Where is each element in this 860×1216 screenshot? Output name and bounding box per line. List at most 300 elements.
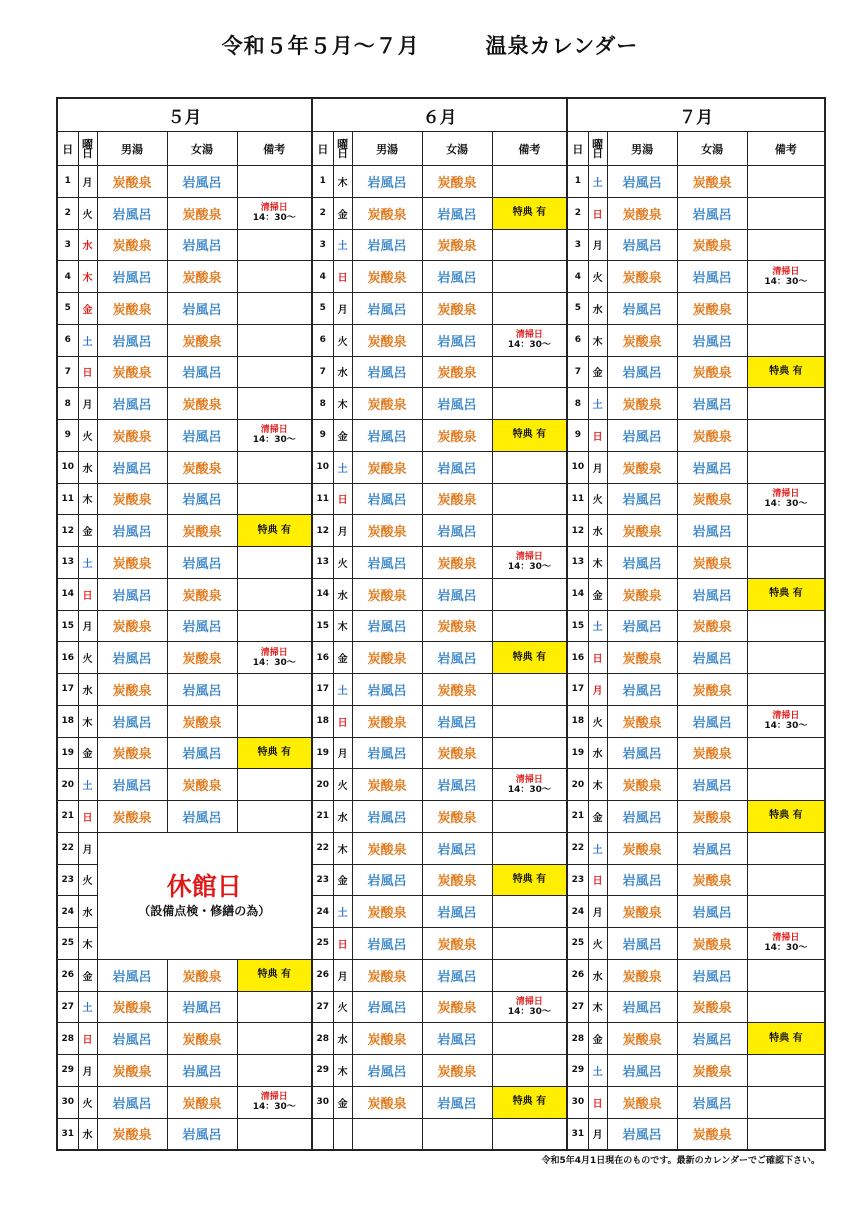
women-bath: 岩風呂 xyxy=(677,515,747,547)
day-number: 15 xyxy=(567,610,588,642)
women-bath: 炭酸泉 xyxy=(422,356,492,388)
notes-cell xyxy=(747,864,825,896)
table-row xyxy=(57,610,825,642)
women-bath: 炭酸泉 xyxy=(422,674,492,706)
day-number: 1 xyxy=(57,166,78,198)
weekday: 金 xyxy=(588,801,607,833)
men-bath: 炭酸泉 xyxy=(97,356,167,388)
women-bath: 岩風呂 xyxy=(167,293,237,325)
men-bath: 岩風呂 xyxy=(607,1118,677,1150)
special-offer-note: 特典 有 xyxy=(237,737,312,769)
day-number: 26 xyxy=(567,959,588,991)
cleaning-time: 14：30～ xyxy=(507,340,551,351)
men-bath: 岩風呂 xyxy=(607,547,677,579)
women-bath: 炭酸泉 xyxy=(677,356,747,388)
header-men: 男湯 xyxy=(607,132,677,166)
weekday: 水 xyxy=(588,737,607,769)
men-bath: 炭酸泉 xyxy=(607,578,677,610)
special-offer-note: 特典 有 xyxy=(747,1023,825,1055)
table-row xyxy=(57,1023,825,1055)
weekday: 火 xyxy=(78,420,97,452)
day-number: 9 xyxy=(567,420,588,452)
women-bath: 岩風呂 xyxy=(167,1118,237,1150)
day-number: 24 xyxy=(312,896,333,928)
day-number: 5 xyxy=(312,293,333,325)
special-offer-note: 特典 有 xyxy=(237,515,312,547)
weekday: 土 xyxy=(333,674,352,706)
weekday: 日 xyxy=(78,356,97,388)
women-bath: 岩風呂 xyxy=(422,769,492,801)
men-bath: 炭酸泉 xyxy=(607,832,677,864)
men-bath: 炭酸泉 xyxy=(352,769,422,801)
table-row xyxy=(57,515,825,547)
header-day: 日 xyxy=(312,132,333,166)
weekday: 金 xyxy=(588,356,607,388)
women-bath: 炭酸泉 xyxy=(167,642,237,674)
cleaning-day-note xyxy=(237,197,312,229)
men-bath: 岩風呂 xyxy=(352,356,422,388)
weekday: 月 xyxy=(78,1055,97,1087)
weekday: 木 xyxy=(588,769,607,801)
women-bath: 炭酸泉 xyxy=(422,420,492,452)
weekday: 火 xyxy=(333,324,352,356)
men-bath: 岩風呂 xyxy=(97,1023,167,1055)
notes-cell xyxy=(237,261,312,293)
weekday: 土 xyxy=(78,324,97,356)
notes-cell xyxy=(747,388,825,420)
men-bath: 炭酸泉 xyxy=(97,737,167,769)
notes-cell xyxy=(492,610,567,642)
women-bath: 炭酸泉 xyxy=(167,197,237,229)
men-bath: 炭酸泉 xyxy=(352,1023,422,1055)
month-header-row xyxy=(57,98,825,132)
women-bath: 岩風呂 xyxy=(422,261,492,293)
women-bath: 岩風呂 xyxy=(422,388,492,420)
men-bath: 岩風呂 xyxy=(97,1086,167,1118)
men-bath: 岩風呂 xyxy=(607,610,677,642)
men-bath: 岩風呂 xyxy=(352,928,422,960)
table-row xyxy=(57,737,825,769)
weekday: 火 xyxy=(78,197,97,229)
women-bath: 岩風呂 xyxy=(167,547,237,579)
men-bath: 炭酸泉 xyxy=(352,642,422,674)
women-bath: 炭酸泉 xyxy=(167,959,237,991)
cleaning-time: 14：30～ xyxy=(507,1006,551,1017)
women-bath: 炭酸泉 xyxy=(677,229,747,261)
notes-cell xyxy=(492,832,567,864)
cleaning-label: 清掃日 xyxy=(772,488,800,499)
women-bath: 岩風呂 xyxy=(677,1023,747,1055)
day-number: 14 xyxy=(57,578,78,610)
weekday: 土 xyxy=(78,991,97,1023)
notes-cell xyxy=(747,451,825,483)
header-weekday: 曜日 xyxy=(333,132,352,166)
notes-cell xyxy=(237,356,312,388)
notes-cell xyxy=(747,959,825,991)
notes-cell xyxy=(747,197,825,229)
men-bath: 岩風呂 xyxy=(607,1055,677,1087)
women-bath: 炭酸泉 xyxy=(677,864,747,896)
cleaning-label: 清掃日 xyxy=(515,330,543,341)
day-number: 9 xyxy=(312,420,333,452)
women-bath: 炭酸泉 xyxy=(422,801,492,833)
day-number: 3 xyxy=(567,229,588,261)
day-number: 25 xyxy=(312,928,333,960)
weekday: 金 xyxy=(588,578,607,610)
notes-cell xyxy=(237,229,312,261)
notes-cell xyxy=(237,578,312,610)
men-bath: 岩風呂 xyxy=(352,864,422,896)
notes-cell xyxy=(237,991,312,1023)
weekday: 木 xyxy=(78,483,97,515)
day-number: 6 xyxy=(567,324,588,356)
women-bath: 岩風呂 xyxy=(677,832,747,864)
day-number: 1 xyxy=(567,166,588,198)
men-bath: 炭酸泉 xyxy=(97,1118,167,1150)
men-bath: 炭酸泉 xyxy=(607,896,677,928)
weekday: 水 xyxy=(78,896,97,928)
men-bath: 炭酸泉 xyxy=(352,896,422,928)
men-bath: 炭酸泉 xyxy=(607,451,677,483)
men-bath: 炭酸泉 xyxy=(97,293,167,325)
cleaning-label: 清掃日 xyxy=(260,1092,288,1103)
women-bath: 岩風呂 xyxy=(167,166,237,198)
month-label-july: ７月 xyxy=(567,98,825,132)
men-bath: 岩風呂 xyxy=(607,166,677,198)
cleaning-day-note xyxy=(237,642,312,674)
month-label-june: ６月 xyxy=(312,98,567,132)
day-number: 2 xyxy=(312,197,333,229)
table-row xyxy=(57,769,825,801)
day-number: 8 xyxy=(312,388,333,420)
notes-cell xyxy=(492,801,567,833)
day-number: 10 xyxy=(57,451,78,483)
day-number: 24 xyxy=(57,896,78,928)
weekday: 木 xyxy=(588,991,607,1023)
weekday: 土 xyxy=(78,769,97,801)
men-bath: 岩風呂 xyxy=(97,642,167,674)
notes-cell xyxy=(492,388,567,420)
notes-cell xyxy=(747,896,825,928)
women-bath: 岩風呂 xyxy=(422,896,492,928)
day-number: 21 xyxy=(57,801,78,833)
women-bath: 炭酸泉 xyxy=(677,166,747,198)
day-number: 12 xyxy=(312,515,333,547)
women-bath: 岩風呂 xyxy=(167,229,237,261)
day-number: 14 xyxy=(567,578,588,610)
men-bath: 岩風呂 xyxy=(352,991,422,1023)
day-number: 20 xyxy=(57,769,78,801)
men-bath: 炭酸泉 xyxy=(352,388,422,420)
cleaning-label: 清掃日 xyxy=(515,774,543,785)
table-row xyxy=(57,261,825,293)
day-number: 28 xyxy=(312,1023,333,1055)
weekday: 月 xyxy=(588,451,607,483)
weekday: 月 xyxy=(333,737,352,769)
day-number: 20 xyxy=(567,769,588,801)
day-number: 7 xyxy=(57,356,78,388)
women-bath: 炭酸泉 xyxy=(167,261,237,293)
table-row xyxy=(57,166,825,198)
women-bath: 炭酸泉 xyxy=(677,801,747,833)
special-offer-note: 特典 有 xyxy=(747,801,825,833)
weekday: 土 xyxy=(333,896,352,928)
day-number: 22 xyxy=(567,832,588,864)
notes-cell xyxy=(747,293,825,325)
men-bath: 岩風呂 xyxy=(607,864,677,896)
men-bath: 岩風呂 xyxy=(352,166,422,198)
women-bath: 炭酸泉 xyxy=(422,1055,492,1087)
cleaning-day-note xyxy=(492,769,567,801)
women-bath: 岩風呂 xyxy=(677,451,747,483)
day-number: 22 xyxy=(312,832,333,864)
day-number: 23 xyxy=(312,864,333,896)
cleaning-time: 14：30～ xyxy=(507,562,551,573)
notes-cell xyxy=(747,737,825,769)
men-bath: 岩風呂 xyxy=(352,547,422,579)
cleaning-time: 14：30～ xyxy=(764,276,808,287)
women-bath: 炭酸泉 xyxy=(167,578,237,610)
weekday: 日 xyxy=(588,1086,607,1118)
weekday: 木 xyxy=(78,928,97,960)
day-number: 17 xyxy=(567,674,588,706)
day-number: 27 xyxy=(57,991,78,1023)
men-bath: 炭酸泉 xyxy=(97,991,167,1023)
cleaning-day-note xyxy=(747,705,825,737)
weekday: 月 xyxy=(78,610,97,642)
day-number: 2 xyxy=(567,197,588,229)
weekday: 土 xyxy=(333,451,352,483)
weekday: 水 xyxy=(588,959,607,991)
day-number: 22 xyxy=(57,832,78,864)
weekday: 月 xyxy=(588,896,607,928)
table-row xyxy=(57,674,825,706)
notes-cell xyxy=(492,229,567,261)
table-row xyxy=(57,1118,825,1150)
men-bath: 岩風呂 xyxy=(352,674,422,706)
men-bath: 岩風呂 xyxy=(607,928,677,960)
day-number: 28 xyxy=(57,1023,78,1055)
women-bath: 炭酸泉 xyxy=(677,420,747,452)
notes-cell xyxy=(747,832,825,864)
women-bath: 岩風呂 xyxy=(677,197,747,229)
weekday: 月 xyxy=(78,388,97,420)
header-weekday: 曜日 xyxy=(78,132,97,166)
men-bath: 岩風呂 xyxy=(352,293,422,325)
notes-cell xyxy=(492,705,567,737)
men-bath: 岩風呂 xyxy=(607,674,677,706)
day-number: 27 xyxy=(567,991,588,1023)
day-number: 23 xyxy=(57,864,78,896)
cleaning-day-note xyxy=(747,483,825,515)
weekday: 水 xyxy=(78,1118,97,1150)
men-bath: 岩風呂 xyxy=(607,991,677,1023)
notes-cell xyxy=(237,547,312,579)
weekday: 日 xyxy=(78,801,97,833)
day-number: 28 xyxy=(567,1023,588,1055)
day-number: 25 xyxy=(567,928,588,960)
women-bath: 炭酸泉 xyxy=(677,928,747,960)
day-number: 29 xyxy=(312,1055,333,1087)
header-notes: 備考 xyxy=(747,132,825,166)
day-number: 13 xyxy=(567,547,588,579)
day-number: 21 xyxy=(312,801,333,833)
weekday: 金 xyxy=(333,197,352,229)
day-number: 8 xyxy=(57,388,78,420)
men-bath: 炭酸泉 xyxy=(97,610,167,642)
footer-note: 令和5年4月1日現在のものです。最新のカレンダーでご確認下さい。 xyxy=(541,1156,820,1166)
day-number: 30 xyxy=(567,1086,588,1118)
cleaning-day-note xyxy=(492,547,567,579)
weekday: 水 xyxy=(78,451,97,483)
weekday: 火 xyxy=(333,769,352,801)
cleaning-time: 14：30～ xyxy=(252,213,296,224)
calendar-body xyxy=(57,166,825,1150)
day-number: 5 xyxy=(57,293,78,325)
day-number: 30 xyxy=(312,1086,333,1118)
day-number: 17 xyxy=(312,674,333,706)
men-bath: 炭酸泉 xyxy=(97,483,167,515)
notes-cell xyxy=(747,991,825,1023)
day-number: 29 xyxy=(57,1055,78,1087)
weekday: 木 xyxy=(588,547,607,579)
day-number: 26 xyxy=(312,959,333,991)
day-number: 3 xyxy=(312,229,333,261)
notes-cell xyxy=(747,769,825,801)
day-number: 4 xyxy=(567,261,588,293)
day-number: 18 xyxy=(312,705,333,737)
notes-cell xyxy=(747,547,825,579)
day-number: 12 xyxy=(567,515,588,547)
women-bath: 炭酸泉 xyxy=(167,769,237,801)
notes-cell xyxy=(492,515,567,547)
men-bath: 炭酸泉 xyxy=(607,197,677,229)
weekday: 水 xyxy=(333,1023,352,1055)
day-number: 2 xyxy=(57,197,78,229)
cleaning-time: 14：30～ xyxy=(764,721,808,732)
day-number: 30 xyxy=(57,1086,78,1118)
women-bath: 岩風呂 xyxy=(422,959,492,991)
table-row xyxy=(57,801,825,833)
special-offer-note: 特典 有 xyxy=(747,356,825,388)
weekday: 土 xyxy=(588,166,607,198)
weekday: 火 xyxy=(78,642,97,674)
women-bath: 炭酸泉 xyxy=(422,547,492,579)
day-number xyxy=(312,1118,333,1150)
header-women: 女湯 xyxy=(677,132,747,166)
women-bath: 岩風呂 xyxy=(677,642,747,674)
women-bath: 炭酸泉 xyxy=(677,610,747,642)
cleaning-day-note xyxy=(747,928,825,960)
men-bath: 炭酸泉 xyxy=(352,197,422,229)
women-bath: 岩風呂 xyxy=(167,483,237,515)
men-bath: 岩風呂 xyxy=(97,451,167,483)
weekday: 金 xyxy=(333,1086,352,1118)
women-bath: 岩風呂 xyxy=(422,832,492,864)
weekday: 火 xyxy=(333,991,352,1023)
header-day: 日 xyxy=(567,132,588,166)
notes-cell xyxy=(492,451,567,483)
women-bath: 岩風呂 xyxy=(677,959,747,991)
day-number: 16 xyxy=(312,642,333,674)
day-number: 5 xyxy=(567,293,588,325)
weekday: 木 xyxy=(78,261,97,293)
women-bath: 炭酸泉 xyxy=(167,451,237,483)
day-number: 1 xyxy=(312,166,333,198)
weekday: 木 xyxy=(333,832,352,864)
header-weekday: 曜日 xyxy=(588,132,607,166)
women-bath: 岩風呂 xyxy=(422,515,492,547)
men-bath: 炭酸泉 xyxy=(607,642,677,674)
weekday: 日 xyxy=(588,420,607,452)
day-number: 10 xyxy=(312,451,333,483)
men-bath: 岩風呂 xyxy=(607,229,677,261)
men-bath: 炭酸泉 xyxy=(352,705,422,737)
notes-cell xyxy=(492,166,567,198)
men-bath: 炭酸泉 xyxy=(607,705,677,737)
table-row xyxy=(57,705,825,737)
men-bath: 岩風呂 xyxy=(97,578,167,610)
cleaning-day-note xyxy=(492,991,567,1023)
weekday: 金 xyxy=(78,737,97,769)
weekday: 水 xyxy=(588,293,607,325)
notes-cell xyxy=(747,610,825,642)
cleaning-time: 14：30～ xyxy=(252,1102,296,1113)
day-number: 15 xyxy=(312,610,333,642)
women-bath: 岩風呂 xyxy=(422,705,492,737)
weekday: 水 xyxy=(78,674,97,706)
table-row xyxy=(57,547,825,579)
women-bath: 炭酸泉 xyxy=(422,737,492,769)
women-bath: 炭酸泉 xyxy=(422,166,492,198)
table-row xyxy=(57,991,825,1023)
header-notes: 備考 xyxy=(237,132,312,166)
day-number: 12 xyxy=(57,515,78,547)
table-row xyxy=(57,483,825,515)
notes-cell xyxy=(747,324,825,356)
table-row xyxy=(57,959,825,991)
closure-notice xyxy=(97,832,312,959)
men-bath: 岩風呂 xyxy=(97,197,167,229)
weekday: 土 xyxy=(588,832,607,864)
men-bath: 炭酸泉 xyxy=(97,547,167,579)
table-row xyxy=(57,293,825,325)
men-bath: 炭酸泉 xyxy=(97,420,167,452)
men-bath: 岩風呂 xyxy=(352,420,422,452)
notes-cell xyxy=(492,928,567,960)
day-number: 11 xyxy=(312,483,333,515)
women-bath: 岩風呂 xyxy=(422,1023,492,1055)
day-number: 25 xyxy=(57,928,78,960)
men-bath: 岩風呂 xyxy=(97,515,167,547)
women-bath: 炭酸泉 xyxy=(677,737,747,769)
special-offer-note: 特典 有 xyxy=(747,578,825,610)
women-bath: 炭酸泉 xyxy=(677,674,747,706)
weekday: 水 xyxy=(333,801,352,833)
table-row xyxy=(57,642,825,674)
women-bath: 岩風呂 xyxy=(677,324,747,356)
weekday: 月 xyxy=(333,959,352,991)
women-bath: 炭酸泉 xyxy=(677,1055,747,1087)
day-number: 29 xyxy=(567,1055,588,1087)
women-bath: 岩風呂 xyxy=(167,356,237,388)
weekday: 日 xyxy=(333,928,352,960)
day-number: 11 xyxy=(567,483,588,515)
notes-cell xyxy=(237,451,312,483)
weekday: 水 xyxy=(333,578,352,610)
notes-cell xyxy=(237,769,312,801)
day-number: 17 xyxy=(57,674,78,706)
